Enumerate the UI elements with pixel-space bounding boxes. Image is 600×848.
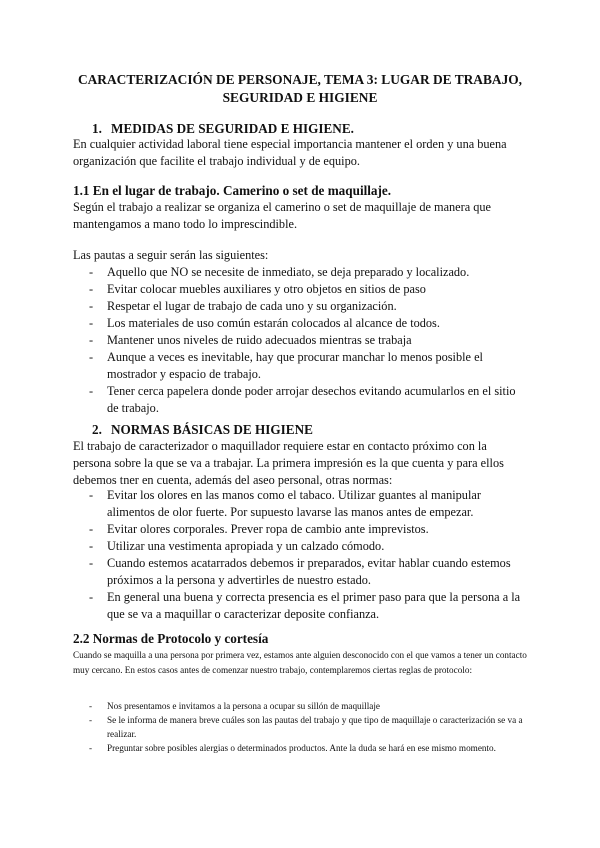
document-title bbox=[60, 71, 540, 107]
list-item: - Se le informa de manera breve cuáles son las pautas del trabajo y que tipo de maquillaje o caracterización se va a realizar. bbox=[89, 715, 523, 739]
section-1-number: 1. bbox=[92, 121, 102, 136]
section-2-2-list bbox=[73, 699, 528, 755]
list-item: - Los materiales de uso común estarán colocados al alcance de todos. bbox=[89, 316, 440, 330]
section-1-1-list bbox=[73, 264, 528, 417]
section-1-heading bbox=[92, 121, 354, 137]
title-line-1: CARACTERIZACIÓN DE PERSONAJE, TEMA 3: LUGAR DE TRABAJO, bbox=[77, 72, 523, 87]
list-item: - Aunque a veces es inevitable, hay que procurar manchar lo menos posible el mostrador y espacio de trabajo. bbox=[89, 350, 483, 381]
list-item: - En general una buena y correcta presencia es el primer paso para que la persona a la que se va a maquillar o caracterizar deposite confianza. bbox=[89, 590, 521, 621]
section-2-2-intro: Cuando se maquilla a una persona por primera vez, estamos ante alguien desconocido con el que vamos a tener un contacto muy cercano. En estos casos antes de comenzar nuestro trabajo, contemplaremos ciertas reglas de protocolo: bbox=[73, 650, 527, 675]
section-2-intro: El trabajo de caracterizador o maquillador requiere estar en contacto próximo con la persona sobre la que se va a trabajar. La primera impresión es la que cuenta y para ellos debemos tner en cuenta, además del aseo personal, otras normas: bbox=[73, 439, 504, 487]
list-item: - Mantener unos niveles de ruido adecuados mientras se trabaja bbox=[89, 333, 412, 347]
section-1-1-lead: Las pautas a seguir serán las siguientes: bbox=[73, 248, 269, 262]
list-item: - Tener cerca papelera donde poder arrojar desechos evitando acumularlos en el sitio de trabajo. bbox=[89, 384, 516, 415]
list-item: - Evitar olores corporales. Prever ropa de cambio ante imprevistos. bbox=[89, 522, 429, 536]
section-2-heading bbox=[92, 422, 313, 438]
section-1-intro: En cualquier actividad laboral tiene especial importancia mantener el orden y una buena organización que facilite el trabajo individual y de equipo. bbox=[73, 137, 507, 168]
list-item: - Respetar el lugar de trabajo de cada uno y su organización. bbox=[89, 299, 397, 313]
section-2-title: NORMAS BÁSICAS DE HIGIENE bbox=[111, 422, 313, 437]
title-line-2: SEGURIDAD E HIGIENE bbox=[222, 90, 378, 105]
section-2-number: 2. bbox=[92, 422, 102, 437]
section-2-2-heading: 2.2 Normas de Protocolo y cortesía bbox=[73, 631, 269, 646]
list-item: - Utilizar una vestimenta apropiada y un calzado cómodo. bbox=[89, 539, 385, 553]
section-1-1-intro: Según el trabajo a realizar se organiza el camerino o set de maquillaje de manera que mantengamos a mano todo lo imprescindible. bbox=[73, 200, 492, 231]
list-item: - Nos presentamos e invitamos a la persona a ocupar su sillón de maquillaje bbox=[89, 701, 381, 711]
list-item: - Preguntar sobre posibles alergias o determinados productos. Ante la duda se hará en ese mismo momento. bbox=[89, 743, 496, 753]
section-1-title: MEDIDAS DE SEGURIDAD E HIGIENE. bbox=[111, 121, 354, 136]
list-item: - Aquello que NO se necesite de inmediato, se deja preparado y localizado. bbox=[89, 265, 470, 279]
list-item: - Evitar los olores en las manos como el tabaco. Utilizar guantes al manipular alimentos de olor fuerte. Por supuesto lavarse las manos antes de empezar. bbox=[89, 488, 481, 519]
section-1-1-heading: 1.1 En el lugar de trabajo. Camerino o set de maquillaje. bbox=[73, 183, 392, 198]
list-item: - Evitar colocar muebles auxiliares y otro objetos en sitios de paso bbox=[89, 282, 426, 296]
section-2-list bbox=[73, 487, 528, 623]
list-item: - Cuando estemos acatarrados debemos ir preparados, evitar hablar cuando estemos próximos a la persona y advertirles de nuestro estado. bbox=[89, 556, 511, 587]
